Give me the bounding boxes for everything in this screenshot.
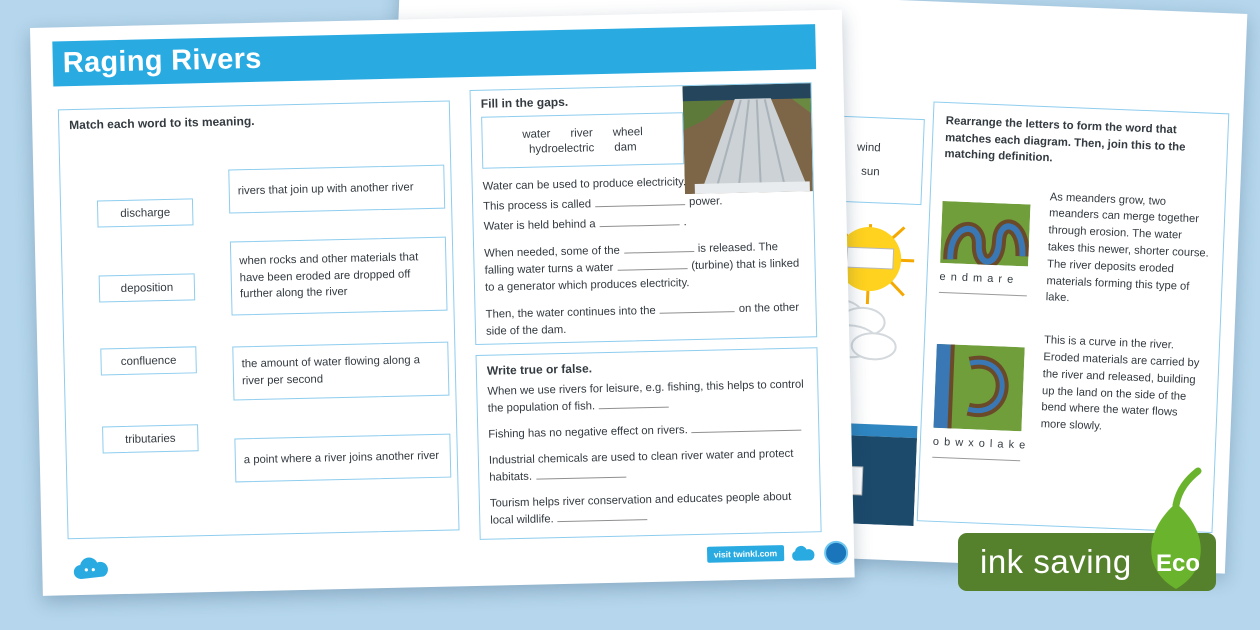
blank-field [536, 466, 626, 479]
word-bank [481, 112, 684, 169]
twinkl-logo [72, 556, 111, 583]
visit-twinkl-link: visit twinkl.com [707, 545, 785, 563]
meaning-box-4: a point where a river joins another river [234, 434, 451, 483]
word-box-confluence: confluence [100, 346, 197, 375]
ink-saving-badge [958, 533, 1216, 591]
fill-line-2: This process is called [483, 198, 592, 213]
blank-field [595, 194, 685, 207]
blank-field [599, 397, 669, 410]
blank-field [558, 509, 648, 522]
word-box-deposition: deposition [99, 273, 196, 302]
fill-line-3: Water is held behind a [483, 218, 596, 233]
worksheet-page-front [30, 10, 855, 596]
blank-field [660, 301, 735, 314]
meaning-box-1: rivers that join up with another river [228, 165, 445, 214]
match-instruction: Match each word to its meaning. [69, 113, 255, 133]
meaning-box-2: when rocks and other materials that have been eroded are dropped off further along the river [230, 237, 448, 316]
definition-2: This is a curve in the river. Eroded materials are carried by the river and released, building up the land on the side of the bend where the water flows more slowly. [1040, 334, 1200, 433]
tf-statement-1: When we use rivers for leisure, e.g. fishing, this helps to control the population of fish. [487, 378, 804, 415]
fill-instruction: Fill in the gaps. [480, 94, 569, 111]
tf-statement-3: Industrial chemicals are used to clean river water and protect habitats. [488, 447, 794, 484]
bank-word: water [522, 127, 551, 141]
tf-instruction: Write true or false. [486, 361, 593, 378]
tf-statement-2: Fishing has no negative effect on rivers. [488, 419, 808, 443]
answer-line-2 [932, 450, 1020, 462]
bank-word: dam [614, 140, 637, 154]
definition-1: As meanders grow, two meanders can merge together through erosion. The water takes this newer, shorter course. The river deposits eroded materials forming this type of lake. [1045, 190, 1209, 305]
blank-field [692, 419, 802, 432]
scrambled-letters-2: o b w x o l a k e [932, 435, 1027, 452]
word-box-tributaries: tributaries [102, 424, 199, 453]
eco-label: Eco [1155, 550, 1200, 577]
sun-label-blank [847, 247, 894, 269]
fill-line-5: Then, the water continues into the [485, 304, 656, 321]
true-false-panel [476, 347, 822, 540]
bank-word: river [570, 126, 593, 140]
fill-gaps-text: Water can be used to produce electricity. This process is called power. Water is held behind a . When needed, some of the is released. The falling water turns a water (turbine) that is linked to a generator which produces electricity. Then, the water continues into the on the other side of the dam. [482, 176, 800, 338]
page-title: Raging Rivers [52, 24, 816, 86]
meaning-box-3: the amount of water flowing along a river per second [232, 342, 449, 401]
bank-word-sun: sun [860, 165, 880, 179]
tf-statement-4: Tourism helps river conservation and educates people about local wildlife. [489, 490, 792, 527]
bank-word: wheel [612, 125, 643, 139]
twinkl-cloud-icon [790, 545, 816, 564]
rearrange-item-meander [939, 185, 1214, 313]
blank-field [617, 258, 687, 271]
rearrange-item-oxbow [932, 328, 1207, 469]
blank-field [599, 214, 679, 227]
oxbow-lake-diagram-icon [933, 344, 1024, 431]
word-box-discharge: discharge [97, 198, 194, 227]
fill-line-4: When needed, some of the [484, 244, 620, 260]
ink-saving-label: ink saving [980, 543, 1132, 580]
badge-logo-icon [824, 541, 849, 566]
meander-diagram-icon [940, 201, 1030, 266]
fill-line-1: Water can be used to produce electricity. [482, 176, 687, 193]
scrambled-letters-1: e n d m a r e [939, 270, 1015, 286]
bank-word-wind: wind [856, 141, 881, 155]
fill-gaps-panel [470, 82, 818, 345]
answer-line-1 [939, 284, 1027, 296]
match-panel [58, 100, 460, 539]
bank-word: hydroelectric [528, 141, 595, 156]
blank-field [624, 241, 694, 254]
rearrange-panel [917, 102, 1230, 534]
rearrange-instruction: Rearrange the letters to form the word that matches each diagram. Then, join this to the matching definition. [944, 115, 1186, 165]
